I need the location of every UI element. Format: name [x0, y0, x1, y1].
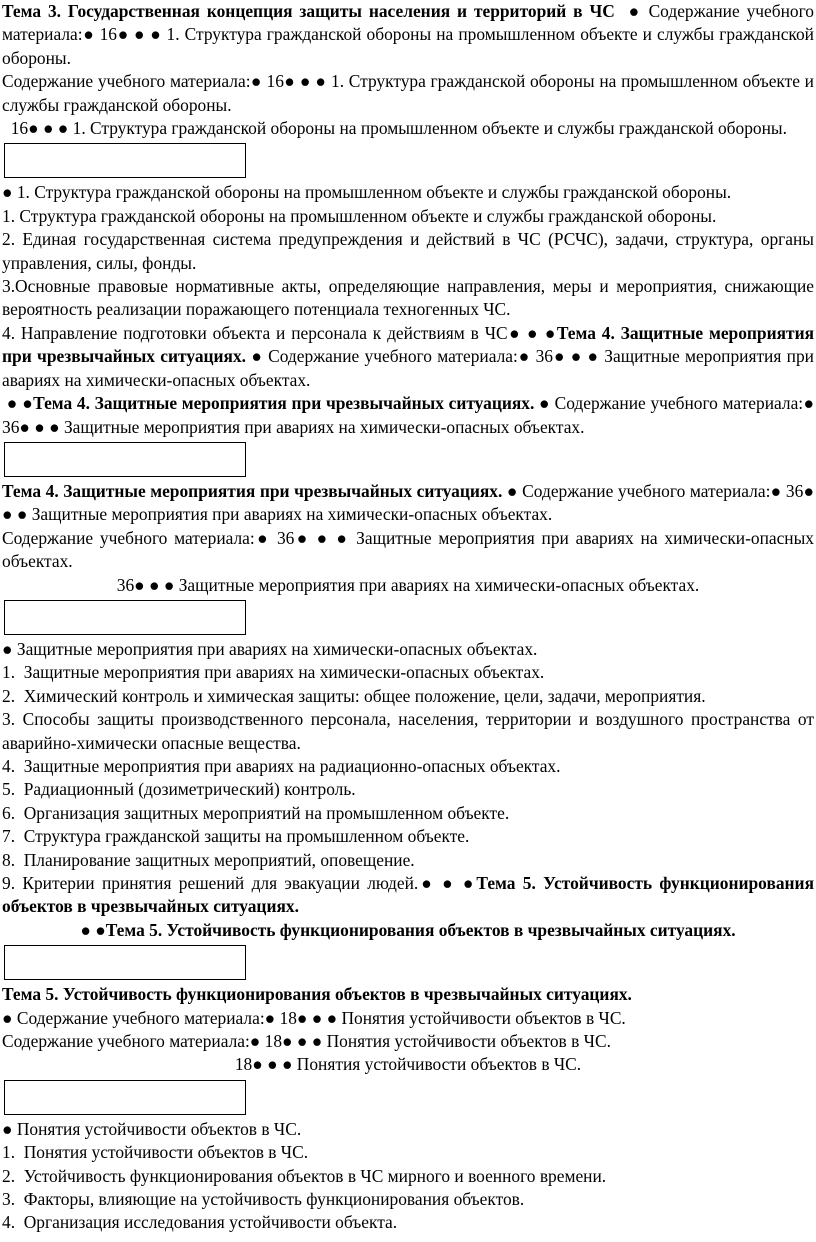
paragraph: Содержание учебного материала:● 36● ● ● Защитные мероприятия при авариях на химически-опасных объектах. — [2, 527, 814, 572]
paragraph: 1. Структура гражданской обороны на промышленном объекте и службы гражданской обороны. — [2, 205, 717, 226]
empty-frame — [4, 442, 246, 477]
paragraph: 9. Критерии принятия решений для эвакуации людей.● ● ●Тема 5. Устойчивость функционирования объектов в чрезвычайных ситуациях. — [2, 873, 814, 917]
paragraph: 2. Единая государственная система предупреждения и действий в ЧС (РСЧС), задачи, структура, органы управления, силы, фонды. — [2, 229, 814, 273]
empty-frame — [4, 600, 246, 635]
paragraph: 1. Понятия устойчивости объектов в ЧС. — [2, 1142, 309, 1163]
paragraph: Содержание учебного материала:● 18● ● ● Понятия устойчивости объектов в ЧС. — [2, 1031, 611, 1052]
paragraph: 4. Защитные мероприятия при авариях на радиационно-опасных объектах. — [2, 755, 561, 776]
paragraph: 2. Устойчивость функционирования объектов в ЧС мирного и военного времени. — [2, 1165, 607, 1186]
paragraph: ● ●Тема 5. Устойчивость функционирования объектов в чрезвычайных ситуациях. — [80, 919, 736, 940]
document-page — [2, 0, 814, 1235]
paragraph: Тема 4. Защитные мероприятия при чрезвычайных ситуациях. ● Содержание учебного материала:● 36● ● ● Защитные мероприятия при авариях на химически-опасных объектах. — [2, 480, 815, 525]
paragraph: 1. Защитные мероприятия при авариях на химически-опасных объектах. — [2, 662, 545, 683]
empty-frame — [4, 945, 246, 980]
paragraph: Содержание учебного материала:● 16● ● ● 1. Структура гражданской обороны на промышленном объекте и службы гражданской обороны. — [2, 71, 814, 115]
paragraph: 4. Направление подготовки объекта и персонала к действиям в ЧС● ● ●Тема 4. Защитные мероприятия при чрезвычайных ситуациях. ● Содержание учебного материала:● 36● ● ● Защитные мероприятия при авариях на химически-опасных объектах. — [2, 322, 814, 390]
paragraph: Тема 5. Устойчивость функционирования объектов в чрезвычайных ситуациях. — [2, 984, 632, 1005]
paragraph: 4. Организация исследования устойчивости объекта. — [2, 1212, 398, 1233]
paragraph: ● Понятия устойчивости объектов в ЧС. — [2, 1118, 302, 1139]
paragraph: 8. Планирование защитных мероприятий, оповещение. — [2, 849, 415, 870]
paragraph: 7. Структура гражданской защиты на промышленном объекте. — [2, 826, 470, 847]
paragraph: 6. Организация защитных мероприятий на промышленном объекте. — [2, 802, 510, 823]
paragraph: 2. Химический контроль и химическая защиты: общее положение, цели, задачи, мероприятия. — [2, 685, 706, 706]
paragraph: Тема 3. Государственная концепция защиты населения и территорий в ЧС ● Содержание учебного материала:● 16● ● ● 1. Структура гражданской обороны на промышленном объекте и службы гражданской обороны. — [2, 1, 814, 68]
paragraph: 5. Радиационный (дозиметрический) контроль. — [2, 779, 356, 800]
empty-frame — [4, 143, 246, 178]
empty-frame — [4, 1080, 246, 1115]
paragraph: ● ●Тема 4. Защитные мероприятия при чрезвычайных ситуациях. ● Содержание учебного материала:● 36● ● ● Защитные мероприятия при авариях на химически-опасных объектах. — [2, 393, 814, 437]
paragraph: 3. Факторы, влияющие на устойчивость функционирования объектов. — [2, 1189, 525, 1210]
paragraph: ● 1. Структура гражданской обороны на промышленном объекте и службы гражданской обороны. — [2, 182, 732, 203]
paragraph: 18● ● ● Понятия устойчивости объектов в ЧС. — [234, 1054, 582, 1075]
paragraph: 16● ● ● 1. Структура гражданской обороны на промышленном объекте и службы гражданской обороны. — [2, 118, 787, 139]
paragraph: 3. Способы защиты производственного персонала, населения, территории и воздушного пространства от аварийно-химически опасные вещества. — [2, 709, 814, 753]
paragraph: ● Содержание учебного материала:● 18● ● ● Понятия устойчивости объектов в ЧС. — [2, 1007, 626, 1028]
paragraph: 36● ● ● Защитные мероприятия при авариях на химически-опасных объектах. — [116, 574, 700, 595]
paragraph: 3.Основные правовые нормативные акты, определяющие направления, меры и мероприятия, снижающие вероятность реализации поражающего потенциала техногенных ЧС. — [2, 276, 814, 320]
paragraph: ● Защитные мероприятия при авариях на химически-опасных объектах. — [2, 638, 538, 659]
